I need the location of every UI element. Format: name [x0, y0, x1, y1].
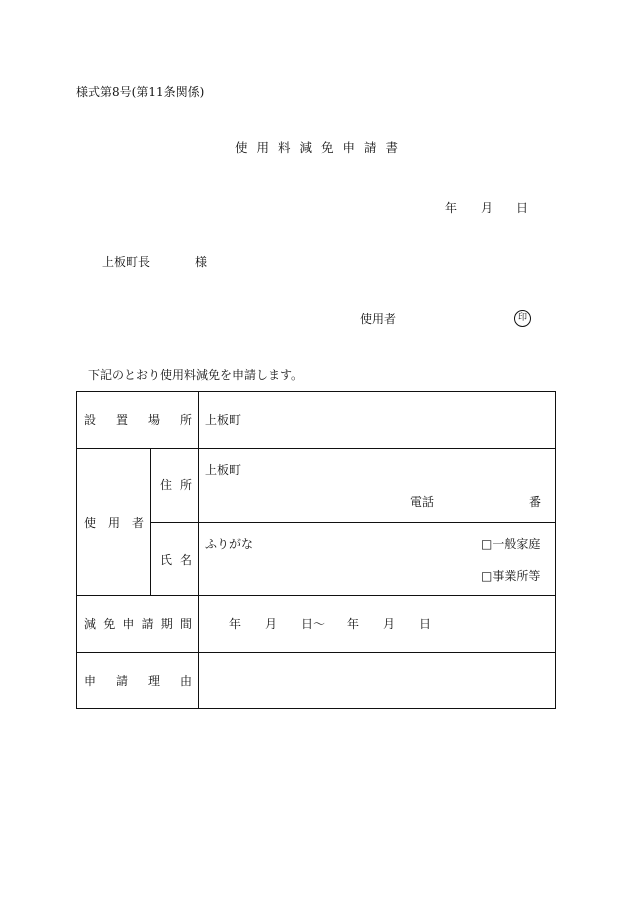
period-label: 減 免 申 請 期 間 [84, 617, 192, 631]
phone-suffix: 番 [529, 495, 542, 509]
location-value[interactable]: 上板町 [205, 413, 242, 427]
name-label: 氏 名 [160, 553, 192, 567]
seal-mark: 印 [514, 310, 531, 327]
reason-value[interactable] [205, 662, 550, 702]
addressee-honorific: 様 [195, 255, 208, 269]
date-day: 日 [516, 201, 529, 215]
date-year: 年 [445, 201, 458, 215]
intro-text: 下記のとおり使用料減免を申請します。 [88, 368, 304, 382]
reason-label: 申 請 理 由 [84, 674, 192, 688]
date-month: 月 [481, 201, 494, 215]
furigana-label: ふりがな [205, 537, 254, 551]
address-value[interactable]: 上板町 [205, 463, 242, 477]
option-household-checkbox[interactable]: □一般家庭 [481, 537, 541, 551]
application-table: 設 置 場 所 上板町 使 用 者 住 所 上板町 電話 番 氏 名 ふりがな □一般家庭 □事業所等 減 免 申 請 期 間 年 月 日〜 年 月 日 申 請 理 由 [76, 391, 556, 709]
phone-label: 電話 [410, 495, 435, 509]
document-title: 使用料減免申請書 [235, 140, 408, 155]
option-business-checkbox[interactable]: □事業所等 [481, 569, 541, 583]
addressee-name: 上板町長 [102, 255, 151, 269]
address-label: 住 所 [160, 478, 192, 492]
applicant-label: 使用者 [360, 312, 397, 326]
user-label: 使 用 者 [84, 516, 144, 530]
form-number: 様式第8号(第11条関係) [76, 85, 205, 99]
location-label: 設 置 場 所 [84, 413, 192, 427]
